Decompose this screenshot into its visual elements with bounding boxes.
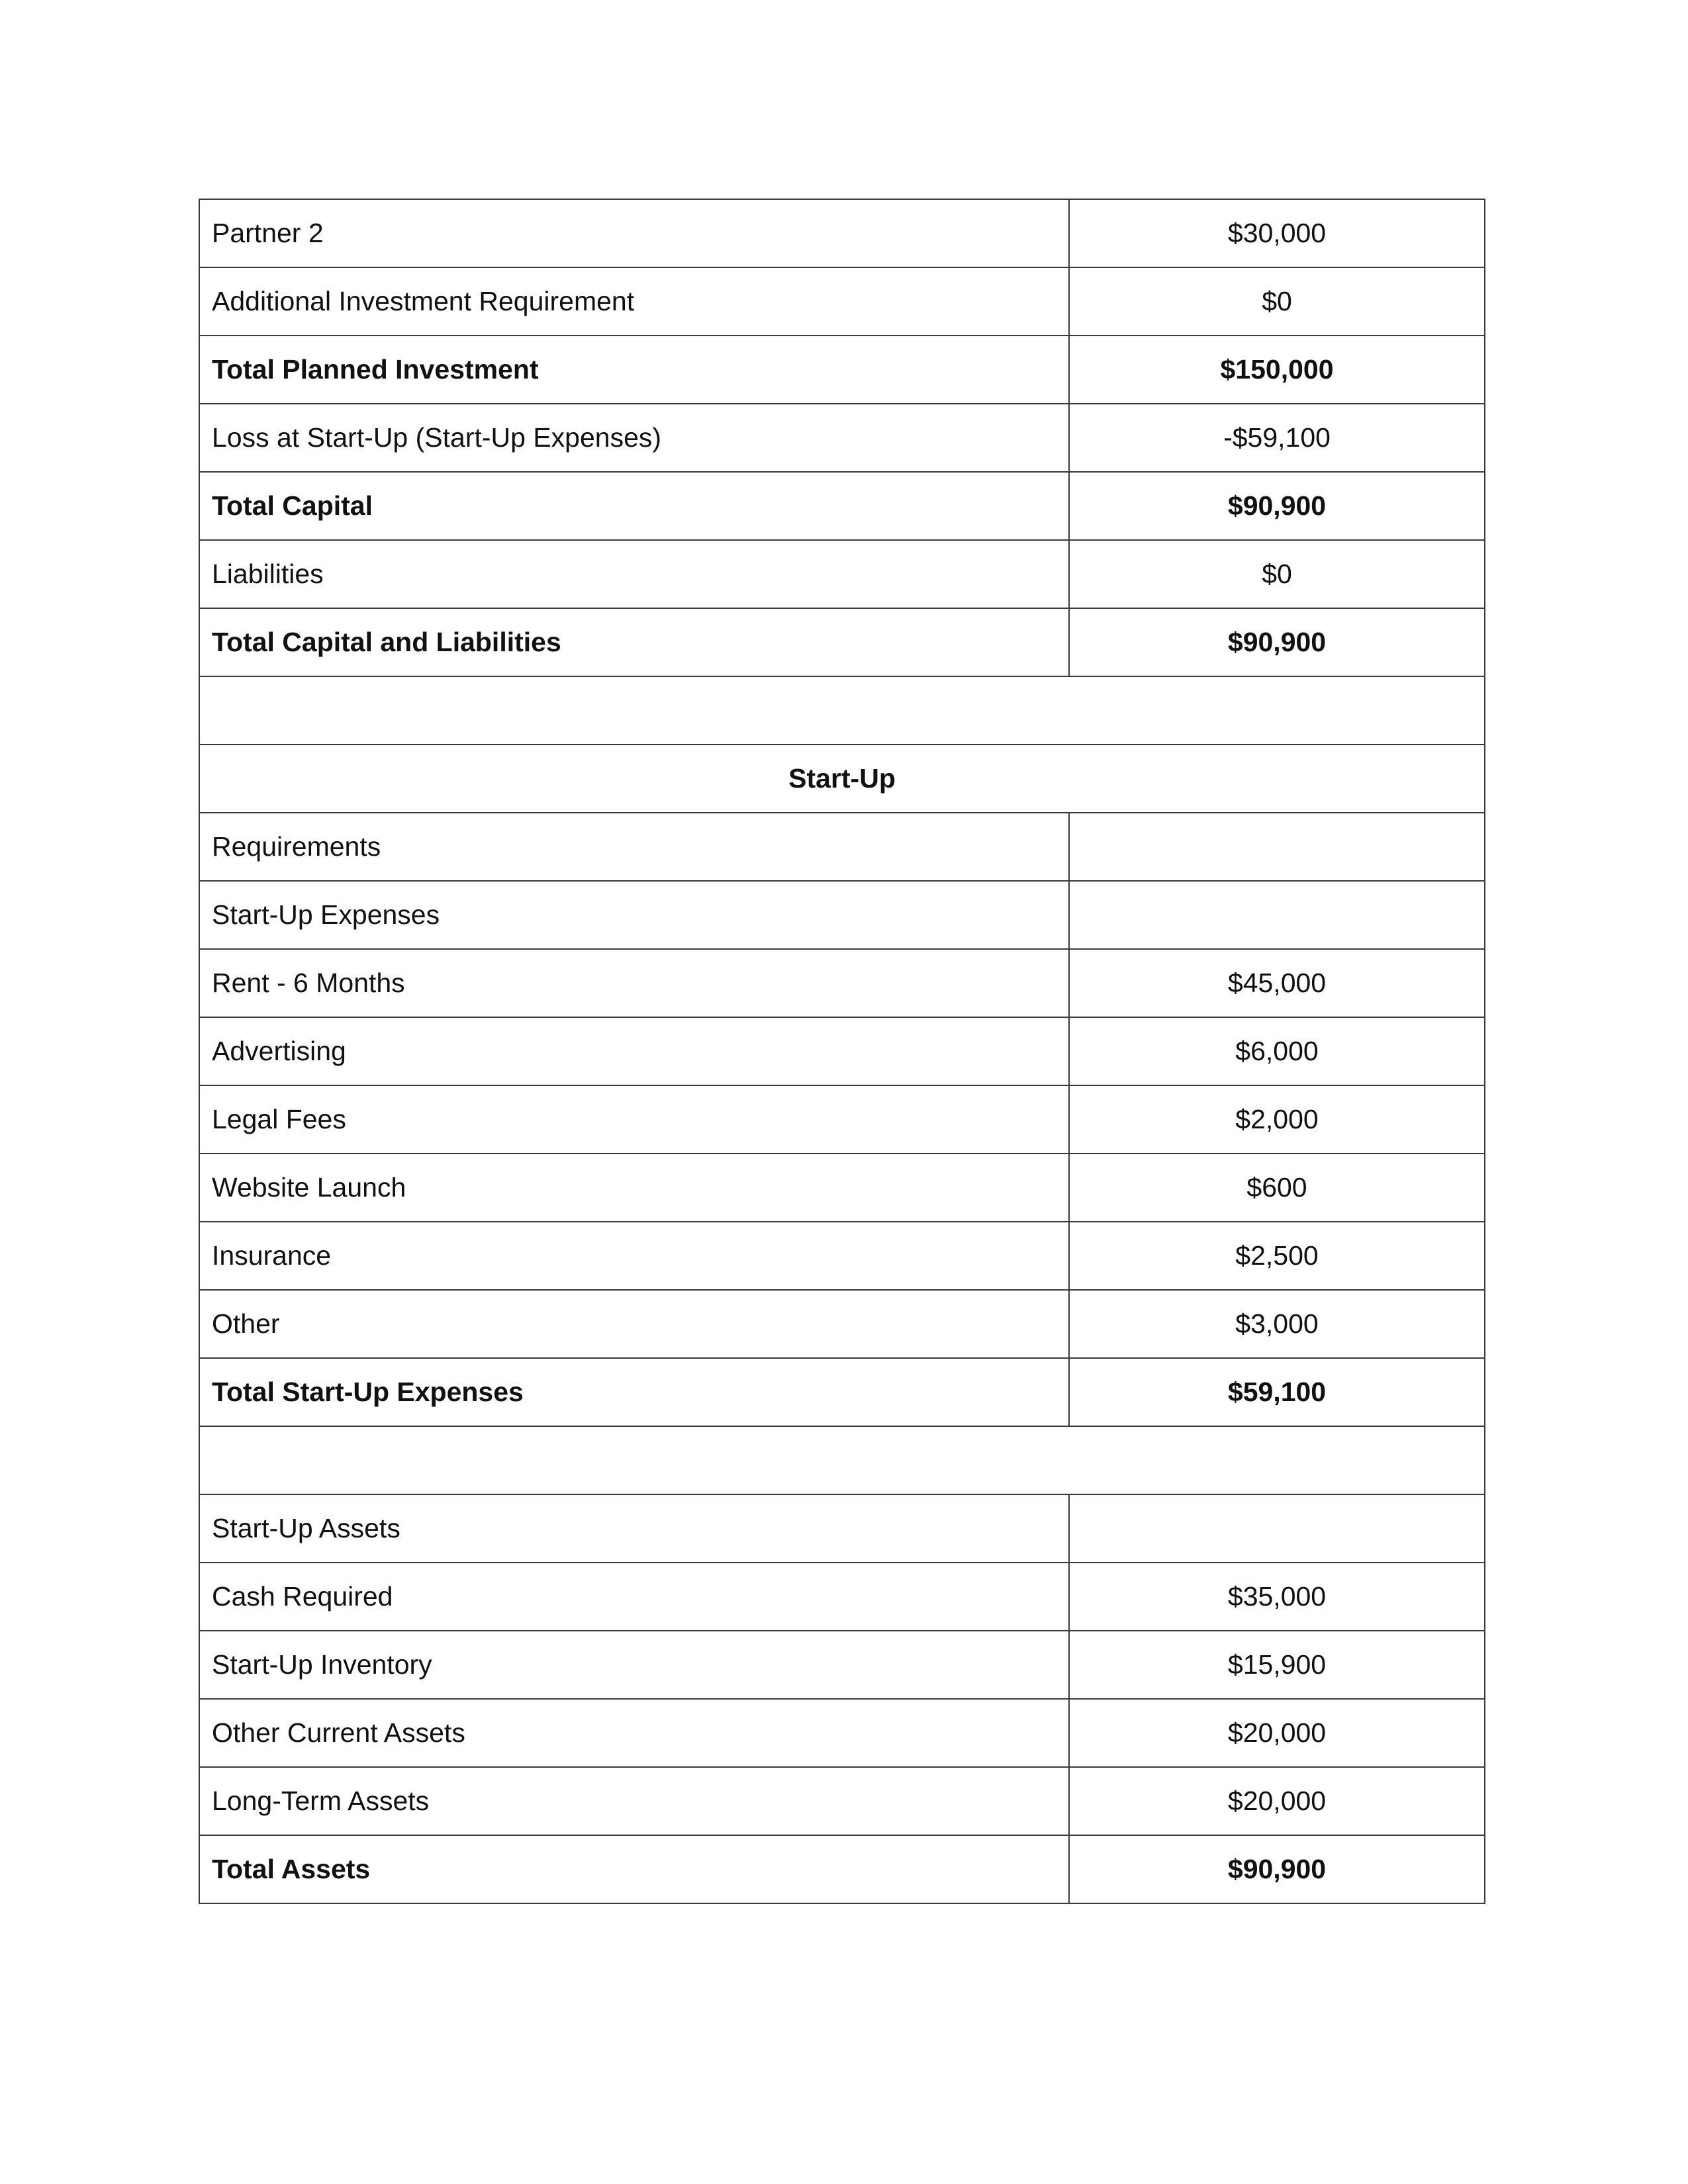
row-label: Insurance [199, 1222, 1069, 1290]
row-value: $20,000 [1069, 1699, 1485, 1767]
row-value: $20,000 [1069, 1767, 1485, 1835]
row-value: $90,900 [1069, 472, 1485, 540]
row-value: $90,900 [1069, 608, 1485, 676]
row-value: $90,900 [1069, 1835, 1485, 1903]
row-value: $45,000 [1069, 949, 1485, 1017]
row-label: Cash Required [199, 1563, 1069, 1631]
row-value: $59,100 [1069, 1358, 1485, 1426]
row-label: Start-Up Inventory [199, 1631, 1069, 1699]
section-header: Start-Up [199, 745, 1485, 813]
table-row [199, 949, 1485, 1017]
row-label: Legal Fees [199, 1085, 1069, 1154]
table-row [199, 1631, 1485, 1699]
row-value: $2,500 [1069, 1222, 1485, 1290]
table-row [199, 1085, 1485, 1154]
row-label: Other [199, 1290, 1069, 1358]
row-label: Start-Up Assets [199, 1494, 1069, 1563]
row-value: $15,900 [1069, 1631, 1485, 1699]
row-label: Total Start-Up Expenses [199, 1358, 1069, 1426]
startup-financials-table [199, 199, 1485, 1904]
table-row [199, 1563, 1485, 1631]
row-label: Total Capital and Liabilities [199, 608, 1069, 676]
row-value [1069, 881, 1485, 949]
row-value: $2,000 [1069, 1085, 1485, 1154]
row-value: $3,000 [1069, 1290, 1485, 1358]
table-row [199, 1222, 1485, 1290]
table-row [199, 1290, 1485, 1358]
row-label: Total Capital [199, 472, 1069, 540]
total-row [199, 608, 1485, 676]
spacer-cell [199, 676, 1485, 745]
row-label: Loss at Start-Up (Start-Up Expenses) [199, 404, 1069, 472]
table-row [199, 267, 1485, 336]
row-value: $0 [1069, 267, 1485, 336]
row-value [1069, 1494, 1485, 1563]
table-row [199, 1699, 1485, 1767]
row-label: Additional Investment Requirement [199, 267, 1069, 336]
row-value: $150,000 [1069, 336, 1485, 404]
table-row [199, 404, 1485, 472]
row-label: Liabilities [199, 540, 1069, 608]
row-value: $6,000 [1069, 1017, 1485, 1085]
row-label: Website Launch [199, 1154, 1069, 1222]
table-row [199, 1154, 1485, 1222]
row-value: $30,000 [1069, 199, 1485, 267]
total-row [199, 472, 1485, 540]
table-row [199, 540, 1485, 608]
row-label: Other Current Assets [199, 1699, 1069, 1767]
row-label: Long-Term Assets [199, 1767, 1069, 1835]
row-label: Requirements [199, 813, 1069, 881]
row-label: Advertising [199, 1017, 1069, 1085]
row-label: Total Assets [199, 1835, 1069, 1903]
table-row [199, 1767, 1485, 1835]
row-label: Partner 2 [199, 199, 1069, 267]
row-value: $600 [1069, 1154, 1485, 1222]
table-body [199, 199, 1485, 1903]
row-value: $35,000 [1069, 1563, 1485, 1631]
table-row [199, 1017, 1485, 1085]
row-value: -$59,100 [1069, 404, 1485, 472]
table-row [199, 813, 1485, 881]
row-label: Rent - 6 Months [199, 949, 1069, 1017]
row-label: Start-Up Expenses [199, 881, 1069, 949]
table-row [199, 881, 1485, 949]
table-row [199, 1494, 1485, 1563]
row-value: $0 [1069, 540, 1485, 608]
total-row [199, 336, 1485, 404]
total-row [199, 1835, 1485, 1903]
spacer-row [199, 676, 1485, 745]
row-value [1069, 813, 1485, 881]
section-header-row [199, 745, 1485, 813]
spacer-row [199, 1426, 1485, 1494]
total-row [199, 1358, 1485, 1426]
table-row [199, 199, 1485, 267]
row-label: Total Planned Investment [199, 336, 1069, 404]
spacer-cell [199, 1426, 1485, 1494]
